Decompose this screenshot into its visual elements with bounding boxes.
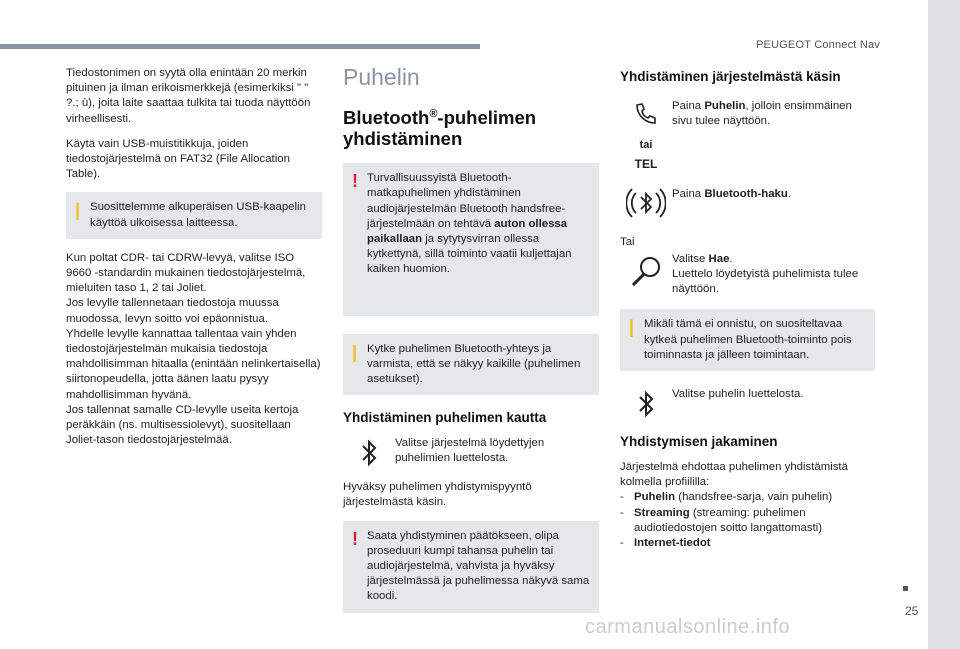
- info-note-visibility: | Kytke puhelimen Bluetooth-yhteys ja varmista, että se näkyy kaikille (puhelimen asetukset).: [343, 334, 599, 396]
- paragraph-profiles-intro: Järjestelmä ehdottaa puhelimen yhdistämistä kolmella profiililla:: [620, 461, 848, 489]
- column-system: [620, 66, 875, 551]
- warning-note-safety: ! Turvallisuussyistä Bluetooth-matkapuhelimen yhdistäminen audiojärjestelmän Bluetooth handsfree-järjestelmään on tehtävä auton ollessa paikallaan ja sytytysvirran ollessa kytkettynä, sillä toiminto vaatii kuljettajan kaiken huomion.: [343, 163, 599, 315]
- info-icon: |: [75, 200, 81, 221]
- column-usb: [66, 66, 322, 448]
- paragraph-accept: Hyväksy puhelimen yhdistymispyyntö järjestelmästä käsin.: [343, 481, 532, 509]
- list-item: - Puhelin (handsfree-sarja, vain puhelin): [620, 490, 875, 505]
- list-item: - Streaming (streaming: puhelimen audiotiedostojen soitto langattomasti): [620, 506, 875, 536]
- bluetooth-search-icon: [620, 181, 672, 223]
- paragraph-multisession: Jos tallennat samalle CD-levylle useita kertoja peräkkäin (ns. multisessiolevyt), suositellaan Joliet-tason tiedostojärjestelmää.: [66, 403, 299, 447]
- brand-label: PEUGEOT Connect Nav: [755, 39, 880, 51]
- search-icon: [620, 252, 672, 290]
- list-item: - Internet-tiedot: [620, 536, 875, 551]
- section-title: Puhelin: [343, 64, 420, 90]
- heading-connection-sharing: Yhdistymisen jakaminen: [620, 434, 778, 450]
- warning-note-code: ! Saata yhdistyminen päätökseen, olipa proseduuri kumpi tahansa puhelin tai audiojärjestelmä, vahvista ja hyväksy järjestelmässä ja puhelimessa näkyvä sama koodi.: [343, 521, 599, 613]
- step-select-system: Valitse järjestelmä löydettyjen puhelimien luettelosta.: [343, 436, 599, 468]
- heading-pair-from-system: Yhdistäminen järjestelmästä käsin: [620, 69, 841, 84]
- tel-button-label: TEL: [634, 157, 658, 172]
- warning-icon: !: [352, 528, 358, 549]
- paragraph-filename: Tiedostonimen on syytä olla enintään 20 merkin pituinen ja ilman erikoismerkkejä (esimerkiksi " " ?.; ù), joita laite saattaa tulkita tai tuoda näyttöön virheellisesti.: [66, 67, 311, 125]
- warning-icon: !: [352, 171, 358, 192]
- or-text: Tai: [620, 235, 635, 248]
- paragraph-cdr: Kun poltat CDR- tai CDRW-levyä, valitse ISO 9660 -standardin mukainen tiedostojärjestelmä, mieluiten taso 1, 2 tai Joliet.: [66, 251, 306, 295]
- header-bar: [0, 44, 480, 49]
- profiles-list: [620, 490, 875, 551]
- paragraph-speed: Yhdelle levylle kannattaa tallentaa vain yhden tiedostojärjestelmän mukaisia tiedostoja mahdollisimman hitaalla (enintään nelinkertaisella) siirtonopeudella, jotta äänen laatu pysyy mahdollisimman hyvänä.: [66, 327, 321, 401]
- step-press-phone: tai Paina Puhelin, jolloin ensimmäinen sivu tulee näyttöön.: [620, 99, 875, 153]
- watermark: carmanualsonline.info: [585, 616, 791, 638]
- paragraph-format: Jos levylle tallennetaan tiedostoja muussa muodossa, levyn soitto voi epäonnistua.: [66, 297, 279, 325]
- page-side-strip: [928, 0, 960, 649]
- paragraph-fat32: Käytä vain USB-muistitikkuja, joiden tiedostojärjestelmä on FAT32 (File Allocation Table).: [66, 137, 290, 181]
- info-icon: |: [352, 341, 358, 362]
- heading-bluetooth-pairing: Bluetooth®-puhelimen yhdistäminen: [343, 107, 537, 150]
- bluetooth-icon: [620, 387, 672, 419]
- info-note-retry: | Mikäli tämä ei onnistu, on suositeltavaa kytkeä puhelimen Bluetooth-toiminto pois toiminnasta ja jälleen toimintaan.: [620, 309, 875, 371]
- handset-icon: [633, 101, 659, 132]
- bluetooth-icon: [343, 436, 395, 468]
- column-phone: [343, 64, 599, 625]
- or-label: tai: [639, 139, 653, 152]
- step-select-phone: Valitse puhelin luettelosta.: [620, 387, 875, 419]
- step-search: Valitse Hae. Luettelo löydetyistä puhelimista tulee näyttöön.: [620, 252, 875, 298]
- info-icon: |: [629, 317, 635, 338]
- info-note-text: Suosittelemme alkuperäisen USB-kaapelin käyttöä ulkoisessa laitteessa.: [90, 201, 306, 229]
- info-note-usb-cable: [66, 192, 322, 238]
- step-bluetooth-search: Paina Bluetooth-haku.: [620, 181, 875, 223]
- page-number: 25: [905, 604, 919, 618]
- continuation-mark: [903, 586, 908, 591]
- heading-pair-from-phone: Yhdistäminen puhelimen kautta: [343, 410, 547, 426]
